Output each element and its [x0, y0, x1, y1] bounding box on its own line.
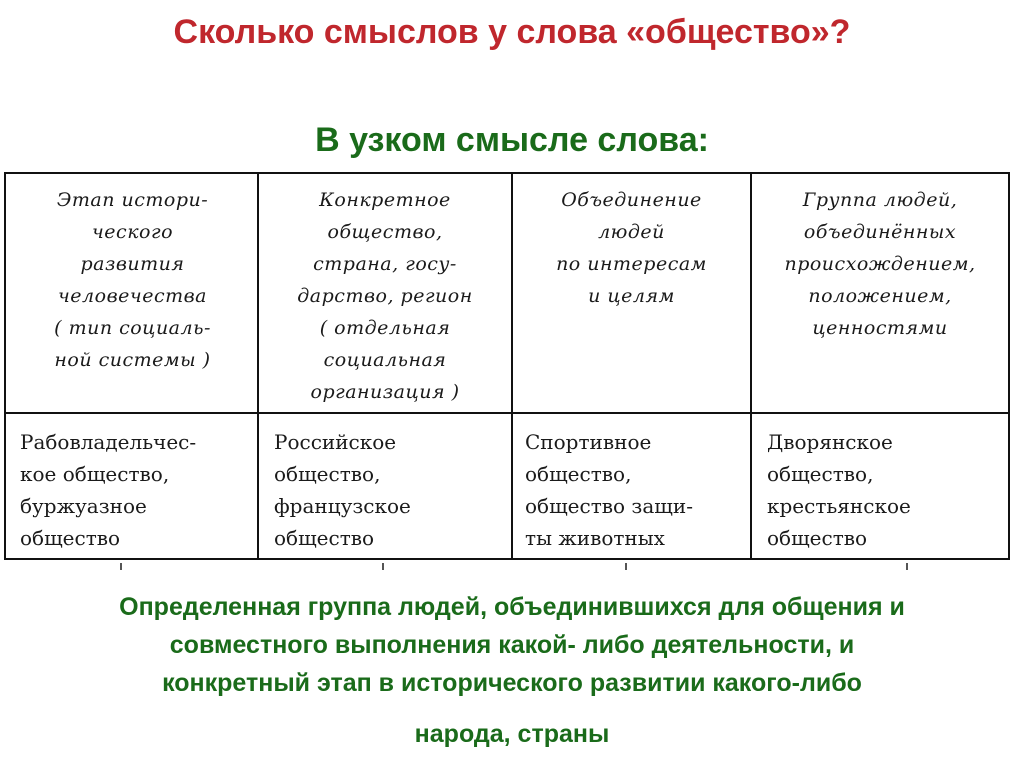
tick-mark	[906, 563, 908, 570]
slide-title: Сколько смыслов у слова «общество»?	[173, 13, 851, 51]
table-example-cell: Спортивное общество, общество защи- ты животных	[525, 430, 693, 550]
table-header-cell: Этап истори- ческого развития человечества ( тип социаль- ной системы )	[54, 189, 211, 371]
definition-text: Определенная группа людей, объединившихся для общения и совместного выполнения какой- либо деятельности, и конкретный этап в исторического развитии какого-либо	[119, 593, 905, 697]
meanings-table	[4, 172, 1010, 560]
table-header-cell: Объединение людей по интересам и целям	[556, 189, 707, 307]
slide-subtitle: В узком смысле слова:	[315, 121, 709, 159]
row-divider	[6, 412, 1008, 414]
table-example-cell: Российское общество, французское общество	[274, 430, 411, 550]
table-example-cell: Дворянское общество, крестьянское общество	[767, 430, 911, 550]
table-header-cell: Группа людей, объединённых происхождением, положением, ценностями	[784, 189, 976, 339]
definition-text-end: народа, страны	[414, 720, 610, 748]
tick-mark	[625, 563, 627, 570]
tick-mark	[382, 563, 384, 570]
table-header-cell: Конкретное общество, страна, госу- дарство, регион ( отдельная социальная организация )	[297, 189, 473, 403]
table-example-cell: Рабовладельчес- кое общество, буржуазное общество	[20, 430, 197, 550]
tick-mark	[120, 563, 122, 570]
